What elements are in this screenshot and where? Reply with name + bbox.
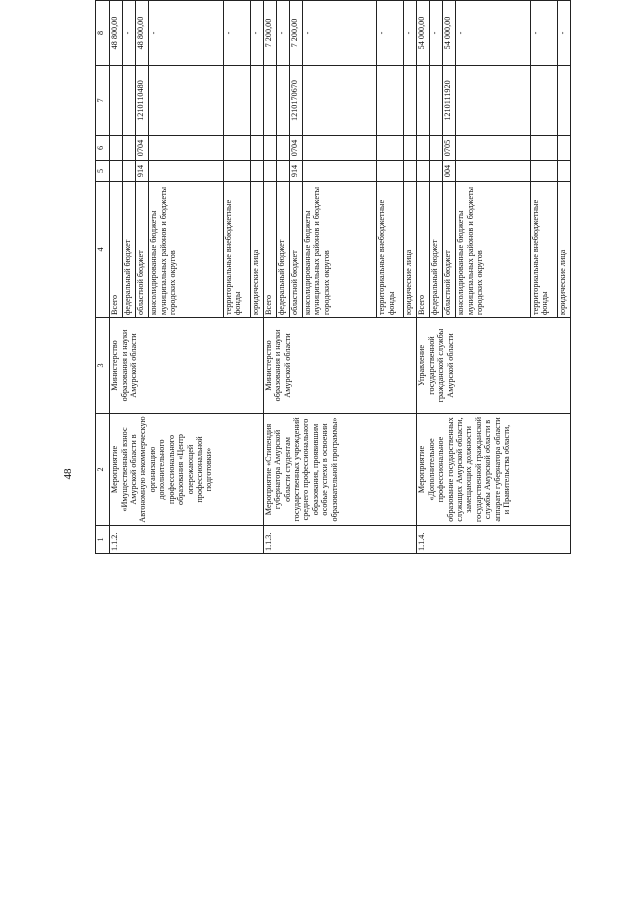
executor: Управление государственной гражданской службы Амурской области	[417, 318, 571, 414]
value-cell: 48 800,00	[136, 1, 149, 66]
value-cell: -	[123, 1, 136, 66]
value-cell	[136, 0, 149, 1]
funding-source: юридические лица	[250, 182, 263, 318]
value-cell	[123, 136, 136, 161]
funding-source: Всего	[110, 182, 123, 318]
value-cell	[250, 0, 263, 1]
column-number: 8	[96, 1, 110, 66]
rotated-sheet-content	[95, 0, 571, 554]
value-cell	[263, 161, 276, 182]
value-cell: 914	[136, 161, 149, 182]
value-cell	[263, 0, 276, 1]
value-cell: 0705	[443, 136, 456, 161]
value-cell	[123, 161, 136, 182]
value-cell	[443, 0, 456, 1]
value-cell: -	[250, 1, 263, 66]
value-cell	[263, 136, 276, 161]
value-cell	[404, 0, 417, 1]
value-cell: 7 200,00	[263, 1, 276, 66]
column-number: 5	[96, 161, 110, 182]
value-cell	[377, 0, 404, 1]
value-cell	[149, 136, 223, 161]
value-cell: -	[276, 1, 289, 66]
value-cell	[123, 66, 136, 136]
executor: Министерство образования и науки Амурской области	[110, 318, 264, 414]
value-cell	[223, 0, 250, 1]
value-cell: -	[404, 1, 417, 66]
value-cell	[110, 0, 123, 1]
value-cell	[110, 161, 123, 182]
value-cell	[456, 161, 530, 182]
value-cell	[417, 0, 430, 1]
value-cell	[430, 136, 443, 161]
funding-source: областной бюджет	[136, 182, 149, 318]
value-cell: -	[430, 1, 443, 66]
value-cell: 54 000,00	[443, 1, 456, 66]
column-number: 7	[96, 66, 110, 136]
value-cell	[377, 136, 404, 161]
value-cell	[110, 136, 123, 161]
executor: Министерство образования и науки Амурской области	[263, 318, 417, 414]
value-cell	[289, 0, 302, 1]
value-cell	[404, 136, 417, 161]
value-cell	[530, 66, 557, 136]
value-cell	[530, 136, 557, 161]
value-cell: -	[223, 1, 250, 66]
measure-name: Мероприятие «Дополнительное профессиональное образование государственных служащих Амурской области, замещающих должности государственной гражданской службы Амурской области в аппарате губернатора области и Правительства области,	[417, 414, 571, 526]
value-cell	[276, 136, 289, 161]
funding-source: федеральный бюджет	[123, 182, 136, 318]
value-cell	[149, 66, 223, 136]
value-cell	[530, 0, 557, 1]
value-cell: -	[456, 1, 530, 66]
table-row	[263, 0, 276, 554]
column-number: 4	[96, 182, 110, 318]
funding-source: консолидированные бюджеты муниципальных районов и бюджеты городских округов	[302, 182, 376, 318]
value-cell: -	[377, 1, 404, 66]
column-number: 6	[96, 136, 110, 161]
column-number: 1	[96, 526, 110, 554]
funding-source: областной бюджет	[443, 182, 456, 318]
value-cell	[377, 161, 404, 182]
value-cell: 0704	[136, 136, 149, 161]
value-cell	[149, 0, 223, 1]
value-cell	[430, 161, 443, 182]
value-cell	[456, 136, 530, 161]
funding-source: консолидированные бюджеты муниципальных районов и бюджеты городских округов	[149, 182, 223, 318]
table-row	[417, 0, 430, 554]
funding-source: территориальные внебюджетные фонды	[530, 182, 557, 318]
value-cell	[417, 66, 430, 136]
column-number	[96, 0, 110, 1]
value-cell: -	[557, 1, 570, 66]
value-cell	[302, 136, 376, 161]
column-number: 3	[96, 318, 110, 414]
value-cell: 004	[443, 161, 456, 182]
value-cell	[149, 161, 223, 182]
value-cell	[530, 161, 557, 182]
value-cell	[302, 66, 376, 136]
funding-source: юридические лица	[557, 182, 570, 318]
value-cell	[250, 66, 263, 136]
value-cell	[223, 136, 250, 161]
value-cell	[263, 66, 276, 136]
funding-source: территориальные внебюджетные фонды	[223, 182, 250, 318]
value-cell: 54 000,00	[417, 1, 430, 66]
funding-source: федеральный бюджет	[276, 182, 289, 318]
funding-source: Всего	[263, 182, 276, 318]
value-cell	[557, 0, 570, 1]
budget-table	[95, 0, 571, 554]
value-cell	[404, 66, 417, 136]
value-cell: -	[530, 1, 557, 66]
measure-name: Мероприятие «Стипендия губернатора Амурской области студентам государственных учреждений среднего профессионального образования, проявившим особые успехи в освоении образовательной программы»	[263, 414, 417, 526]
table-row	[110, 0, 123, 554]
funding-source: юридические лица	[404, 182, 417, 318]
row-code: 1.1.3.	[263, 526, 417, 554]
value-cell: 7 200,00	[289, 1, 302, 66]
funding-source: областной бюджет	[289, 182, 302, 318]
value-cell: 1210170670	[289, 66, 302, 136]
value-cell	[250, 136, 263, 161]
funding-source: консолидированные бюджеты муниципальных районов и бюджеты городских округов	[456, 182, 530, 318]
value-cell	[223, 161, 250, 182]
value-cell	[557, 161, 570, 182]
column-number: 2	[96, 414, 110, 526]
value-cell	[417, 136, 430, 161]
row-code: 1.1.2.	[110, 526, 264, 554]
value-cell: 1210111920	[443, 66, 456, 136]
funding-source: территориальные внебюджетные фонды	[377, 182, 404, 318]
value-cell	[302, 0, 376, 1]
value-cell	[302, 161, 376, 182]
value-cell	[276, 161, 289, 182]
measure-name: Мероприятие «Имущественный взнос Амурской области в Автономную некоммерческую организацию дополнительного профессионального образования «Центр опережающей профессиональной подготовки»	[110, 414, 264, 526]
row-code: 1.1.4.	[417, 526, 571, 554]
value-cell	[276, 66, 289, 136]
page-number: 48	[62, 468, 74, 480]
value-cell	[557, 136, 570, 161]
value-cell: -	[302, 1, 376, 66]
value-cell	[404, 161, 417, 182]
value-cell	[430, 66, 443, 136]
value-cell	[456, 66, 530, 136]
value-cell	[456, 0, 530, 1]
column-number-row	[96, 0, 110, 554]
value-cell	[557, 66, 570, 136]
value-cell	[377, 66, 404, 136]
value-cell: 1210110480	[136, 66, 149, 136]
value-cell	[123, 0, 136, 1]
funding-source: федеральный бюджет	[430, 182, 443, 318]
value-cell	[276, 0, 289, 1]
value-cell	[250, 161, 263, 182]
value-cell: -	[149, 1, 223, 66]
value-cell: 914	[289, 161, 302, 182]
value-cell	[417, 161, 430, 182]
value-cell	[430, 0, 443, 1]
value-cell: 48 800,00	[110, 1, 123, 66]
funding-source: Всего	[417, 182, 430, 318]
value-cell	[110, 66, 123, 136]
table-body	[96, 0, 571, 554]
rotated-sheet	[95, 16, 571, 891]
value-cell	[223, 66, 250, 136]
value-cell: 0704	[289, 136, 302, 161]
